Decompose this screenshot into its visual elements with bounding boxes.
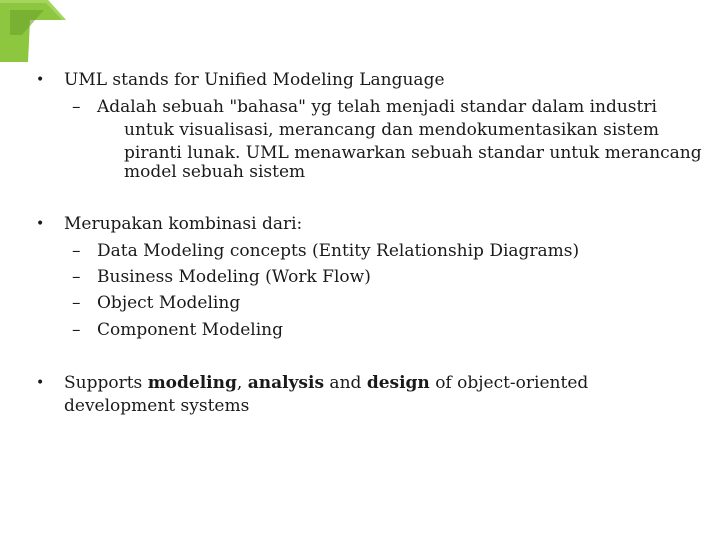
sub-bullet-text: model sebuah sistem	[124, 162, 306, 182]
emphasis-analysis: analysis	[247, 373, 325, 393]
sub-bullet-marker: –	[72, 267, 81, 287]
sub-bullet-text: untuk visualisasi, merancang dan mendokumentasikan sistem	[124, 120, 660, 140]
sub-bullet-text: Adalah sebuah "bahasa" yg telah menjadi standar dalam industri	[97, 97, 657, 117]
sub-bullet-text: Component Modeling	[97, 320, 283, 340]
sub-bullet-text: Data Modeling concepts (Entity Relationship Diagrams)	[97, 241, 580, 261]
bullet-marker: •	[36, 375, 45, 391]
sub-bullet-text: piranti lunak. UML menawarkan sebuah standar untuk merancang	[124, 143, 702, 163]
emphasis-design: design	[366, 373, 430, 393]
sub-bullet-marker: –	[72, 241, 81, 261]
bullet-text: UML stands for Unified Modeling Language	[64, 70, 445, 90]
bullet-text: Merupakan kombinasi dari:	[64, 214, 303, 234]
bullet-marker: •	[36, 216, 45, 232]
bullet-text: development systems	[64, 396, 250, 416]
sub-bullet-marker: –	[72, 97, 81, 117]
sub-bullet-text: Object Modeling	[97, 293, 241, 313]
sub-bullet-marker: –	[72, 293, 81, 313]
sub-bullet-text: Business Modeling (Work Flow)	[97, 267, 371, 287]
bullet-marker: •	[36, 72, 45, 88]
bullet-text: Supports modeling, analysis and design of object-oriented	[64, 373, 589, 393]
sub-bullet-marker: –	[72, 320, 81, 340]
emphasis-modeling: modeling	[147, 373, 237, 393]
